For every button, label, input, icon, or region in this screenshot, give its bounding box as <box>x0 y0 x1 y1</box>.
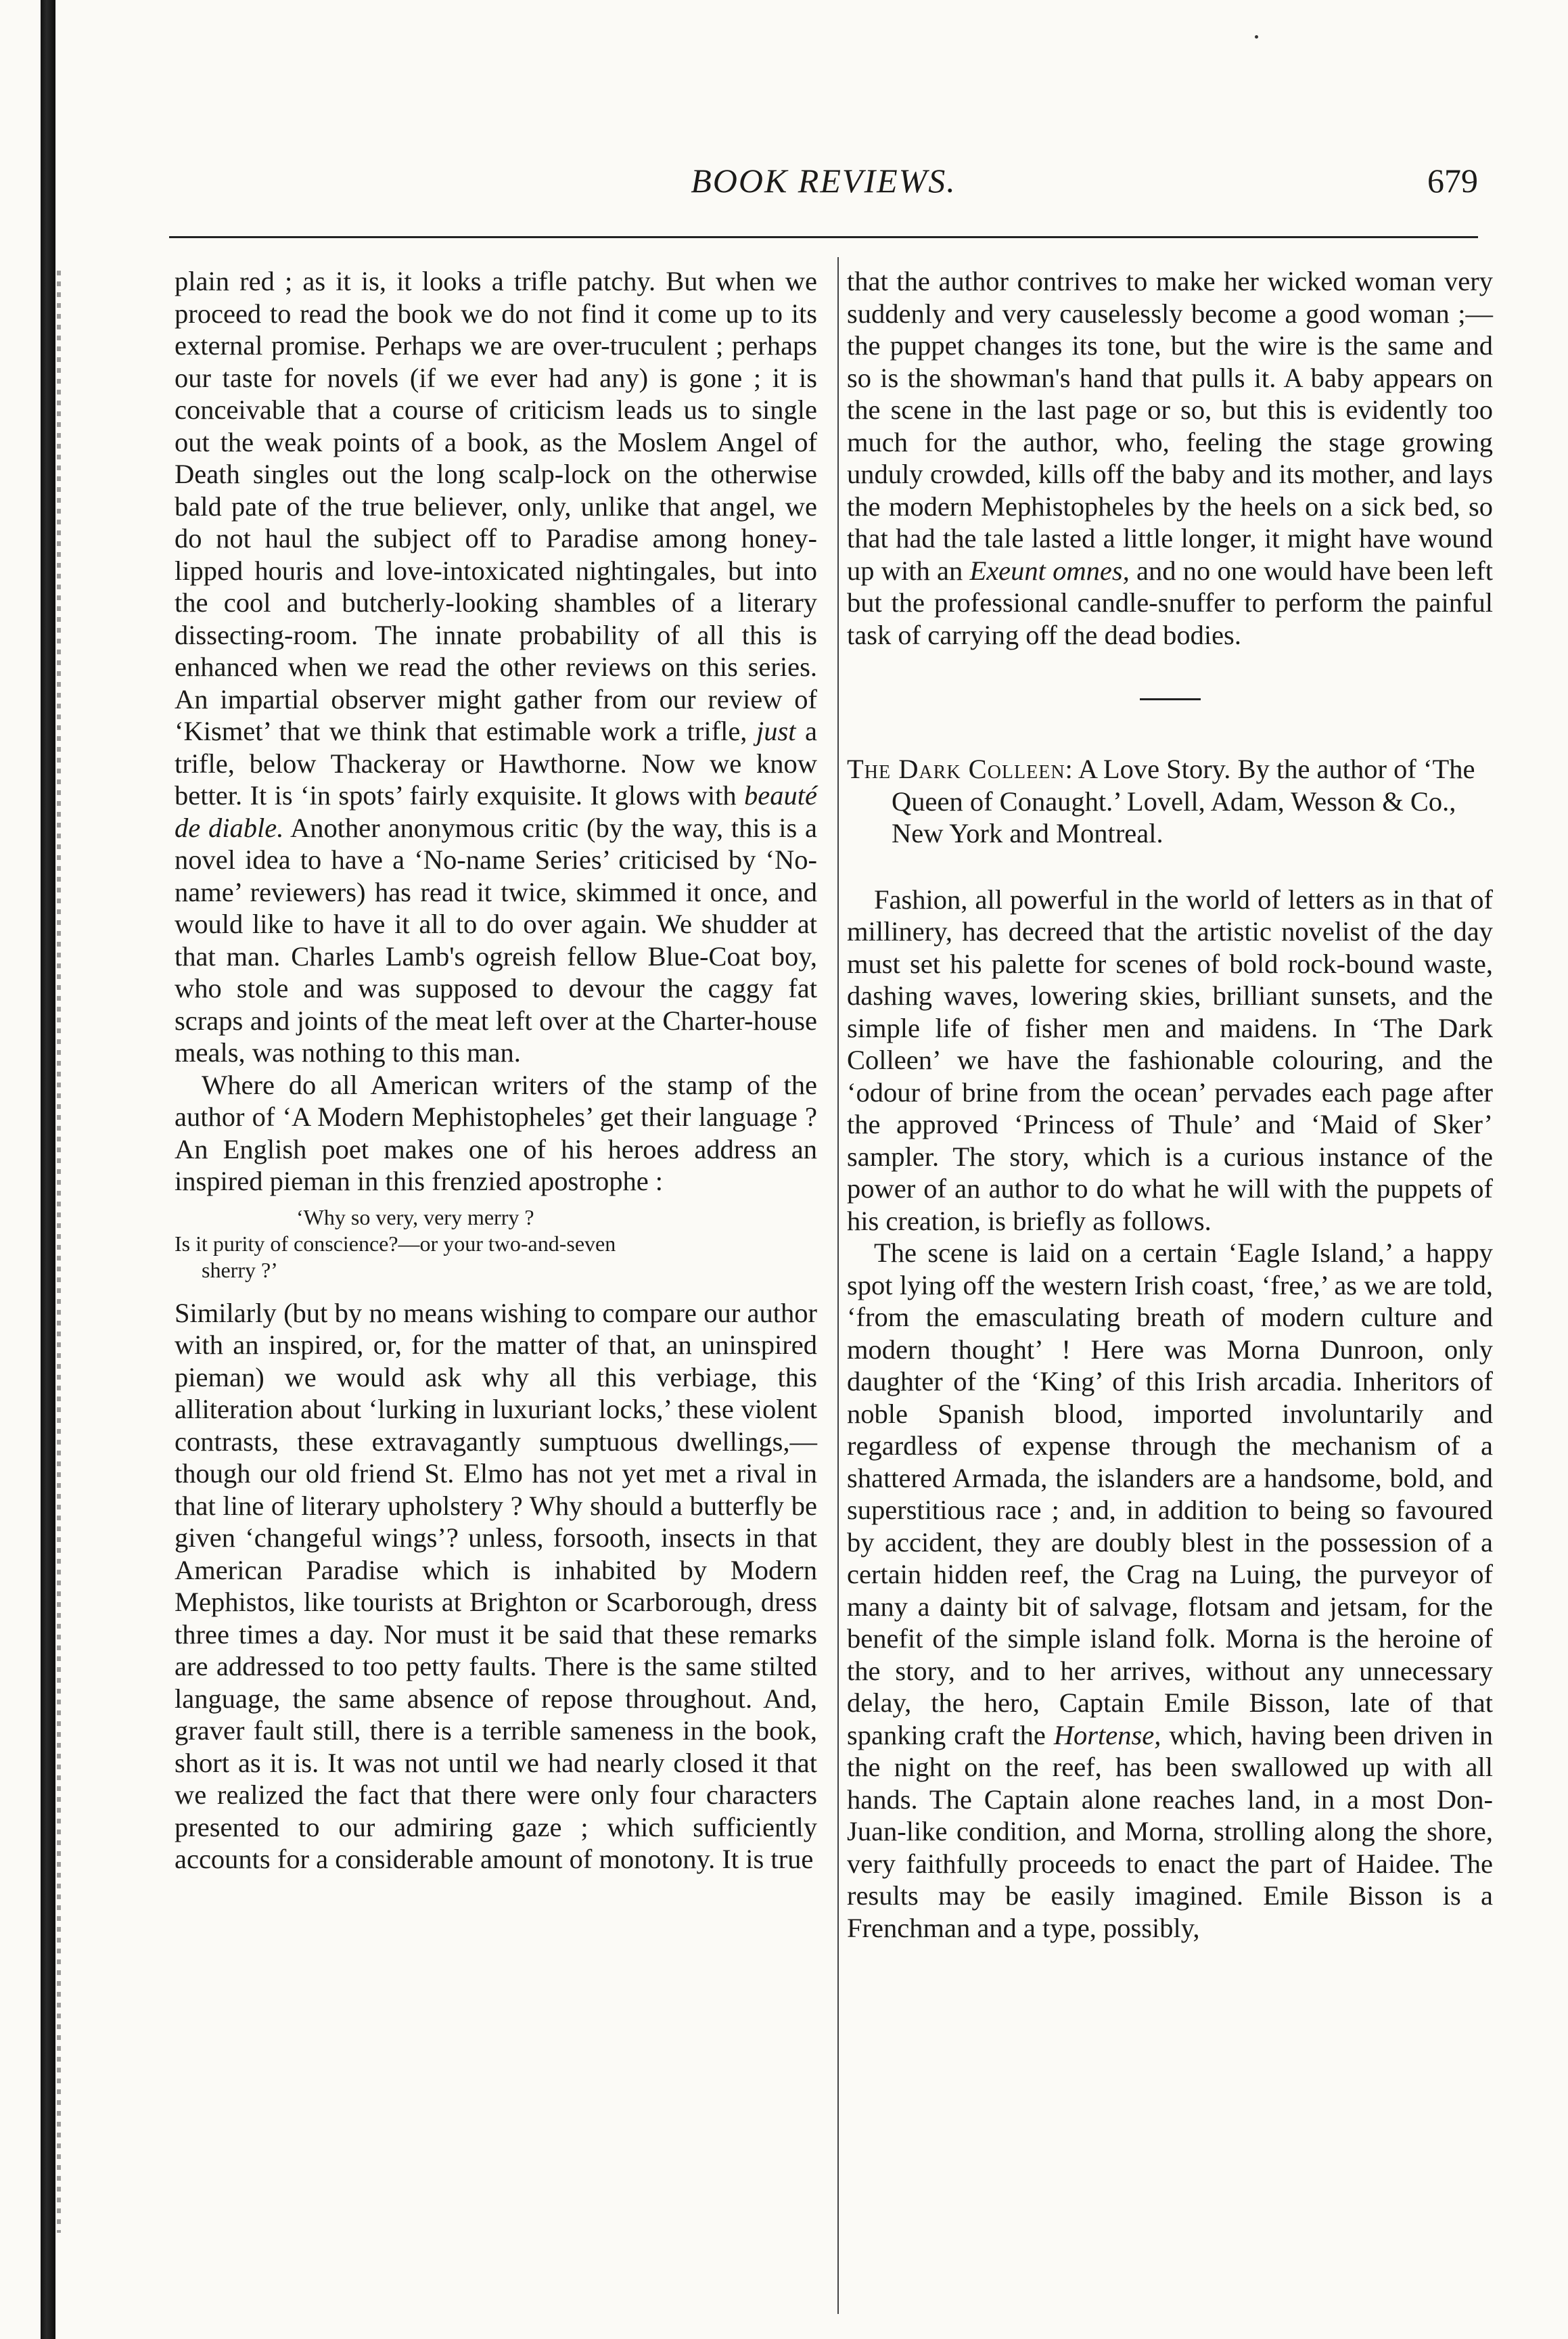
left-paragraph-2: Where do all American writers of the stamp of the author of ‘A Modern Mephistopheles’ get their language ? An English poet makes one of his heroes address an inspired pieman in this frenzied apostrophe : <box>175 1069 817 1196</box>
section-divider <box>1140 698 1201 700</box>
review-book-title: The Dark Colleen <box>847 754 1065 784</box>
right-paragraph-2: Fashion, all powerful in the world of letters as in that of millinery, has decreed that the artistic novelist of the day must set his palette for scenes of bold rock-bound waste, dashing waves, lowering skies, brilliant sunsets, and the simple life of fisher men and maidens. In ‘The Dark Colleen’ we have the fashionable colouring, and the ‘odour of brine from the ocean’ pervades each page after the approved ‘Princess of Thule’ and ‘Maid of Sker’ sampler. The story, which is a curious instance of the power of an author to do what he will with the puppets of his creation, is briefly as follows. <box>847 884 1493 1236</box>
left-paragraph-1: plain red ; as it is, it looks a trifle patchy. But when we proceed to read the book we do not find it come up to its external promise. Perhaps we are over-truculent ; perhaps our taste for novels (if we ever had any) is gone ; it is conceivable that a course of criticism leads us to single out the weak points of a book, as the Moslem Angel of Death singles out the long scalp-lock on the otherwise bald pate of the true believer, only, unlike that angel, we do not haul the subject off to Paradise among honey-lipped houris and love-intoxicated nightingales, but into the cool and butcherly-looking shambles of a literary dissecting-room. The innate probability of all this is enhanced when we read the other reviews on this series. An impartial observer might gather from our review of ‘Kismet’ that we think that estimable work a trifle, just a trifle, below Thackeray or Hawthorne. Now we know better. It is ‘in spots’ fairly exquisite. It glows with beauté de diable. Another anonymous critic (by the way, this is a novel idea to have a ‘No-name Series’ criticised by ‘No-name’ reviewers) has read it twice, skimmed it once, and would like to have it all to do over again. We shudder at that man. Charles Lamb's ogreish fellow Blue-Coat boy, who stole and was supposed to devour the caggy fat scraps and joints of the meat left over at the Charter-house meals, was nothing to this man. <box>175 266 818 1068</box>
page-header <box>169 161 1478 215</box>
book-binding-edge <box>41 0 55 2339</box>
ink-speck <box>1255 35 1258 39</box>
left-column <box>175 265 817 1876</box>
header-rule <box>169 236 1478 238</box>
right-paragraph-3: The scene is laid on a certain ‘Eagle Island,’ a happy spot lying off the western Irish coast, ‘free,’ as we are told, ‘from the emasculating breath of modern culture and modern thought’ ! Here was Morna Dunroon, only daughter of the ‘King’ of this Irish arcadia. Inheritors of noble Spanish blood, imported involuntarily and regardless of expense through the mechanism of a shattered Armada, the islanders are a handsome, bold, and superstitious race ; and, in addition to being so favoured by accident, they are doubly blest in the possession of a certain hidden reef, the Crag na Luing, the purveyor of many a dainty bit of salvage, flotsam and jetsam, for the benefit of the simple island folk. Morna is the heroine of the story, and to her arrives, without any unnecessary delay, the hero, Captain Emile Bisson, late of that spanking craft the Hortense, which, having been driven in the night on the reef, has been swallowed up with all hands. The Captain alone reaches land, in a most Don-Juan-like condition, and Morna, strolling along the shore, very faithfully proceeds to enact the part of Haidee. The results may be easily imagined. Emile Bisson is a Frenchman and a type, possibly, <box>847 1237 1493 1943</box>
review-heading: The Dark Colleen: A Love Story. By the author of ‘The Queen of Conaught.’ Lovell, Adam, Wesson & Co., New York and Montreal. <box>847 754 1475 848</box>
right-column <box>847 265 1493 1944</box>
verse-quotation: ‘Why so very, very merry ? Is it purity of conscience?—or your two-and-seven sherry ?’ <box>175 1204 616 1282</box>
left-paragraph-3: Similarly (but by no means wishing to compare our author with an inspired, or, for the matter of that, an uninspired pieman) we would ask why all this verbiage, this alliteration about ‘lurking in luxuriant locks,’ these violent contrasts, these extravagantly sumptuous dwellings,—though our old friend St. Elmo has not yet met a rival in that line of literary upholstery ? Why should a butterfly be given ‘changeful wings’? unless, forsooth, insects in that American Paradise which is inhabited by Modern Mephistos, like tourists at Brighton or Scarborough, dress three times a day. Nor must it be said that these remarks are addressed to too petty faults. There is the same stilted language, the same absence of repose throughout. And, graver fault still, there is a terrible sameness in the book, short as it is. It was not until we had nearly closed it that we realized the fact that there were only four characters presented to our admiring gaze ; which sufficiently accounts for a considerable amount of monotony. It is true <box>175 1297 817 1874</box>
binding-stitching <box>57 271 61 2233</box>
page-number: 679 <box>1427 162 1478 200</box>
right-paragraph-1: that the author contrives to make her wicked woman very suddenly and very causelessly become a good woman ;—the puppet changes its tone, but the wire is the same and so is the showman's hand that pulls it. A baby appears on the scene in the last page or so, but this is evidently too much for the author, who, feeling the stage growing unduly crowded, kills off the baby and its mother, and lays the modern Mephistopheles by the heels on a sick bed, so that had the tale lasted a little longer, it might have wound up with an Exeunt omnes, and no one would have been left but the professional candle-snuffer to perform the painful task of carrying off the dead bodies. <box>847 266 1494 650</box>
column-divider <box>837 257 839 2314</box>
running-title: BOOK REVIEWS. <box>691 162 956 200</box>
